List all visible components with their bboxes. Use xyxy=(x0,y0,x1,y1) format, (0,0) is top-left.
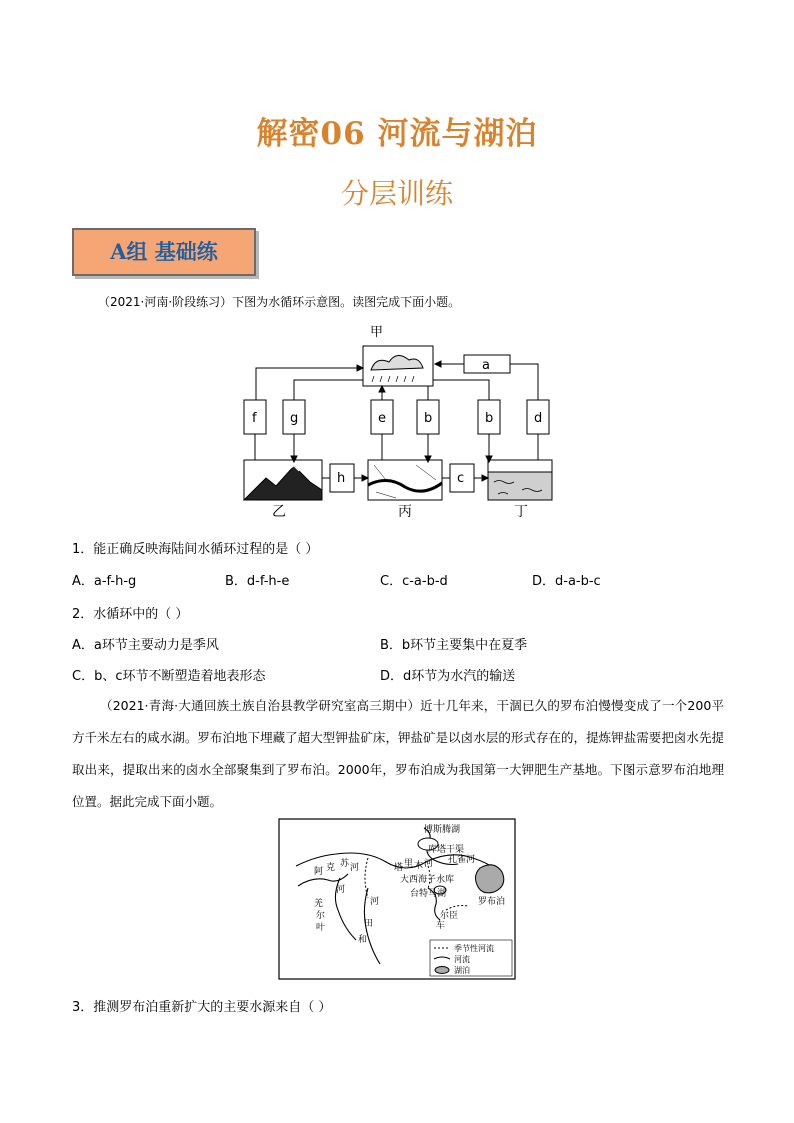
q2-option-d: D．d环节为水汽的输送 xyxy=(380,669,516,684)
diagram-label-jia: 甲 xyxy=(370,325,384,340)
label-yi: 乙 xyxy=(272,504,286,520)
q2-option-b: B．b环节主要集中在夏季 xyxy=(380,638,528,653)
map-label-taitema: 台特马湖 xyxy=(410,889,447,899)
page-subtitle: 分层训练 xyxy=(340,177,453,210)
box-e-label: e xyxy=(378,411,386,426)
box-a-label: a xyxy=(482,358,490,373)
group-label-box: A组 基础练 xyxy=(72,228,256,276)
box-h-label: h xyxy=(337,471,346,486)
legend-seasonal-river: 季节性河流 xyxy=(454,944,494,953)
map-label-ke: 克 xyxy=(326,863,336,873)
box-b2-label: b xyxy=(485,411,494,426)
map-label-daxihaizi: 大西海子水库 xyxy=(400,875,455,885)
intro-1: （2021·河南·阶段练习）下图为水循环示意图。读图完成下面小题。 xyxy=(98,295,461,309)
map-label-ta: 塔 xyxy=(394,863,404,873)
map-label-li: 里 xyxy=(404,859,414,869)
map-label-a: 阿 xyxy=(314,867,324,877)
map-label-lopnur: 罗布泊 xyxy=(478,897,506,907)
map-label-tian: 田 xyxy=(364,919,374,929)
legend-lake: 湖泊 xyxy=(454,966,470,975)
q2-option-c: C．b、c环节不断塑造着地表形态 xyxy=(72,669,266,684)
mountain-tag: 山脉 xyxy=(246,464,262,473)
q2-stem: 2．水循环中的（ ） xyxy=(72,607,189,622)
map-label-che: 车 xyxy=(436,921,446,931)
q1-option-c: C．c-a-b-d xyxy=(380,574,448,589)
map-label-kongque: 孔雀河 xyxy=(448,855,476,865)
q3-stem: 3．推测罗布泊重新扩大的主要水源来自（ ） xyxy=(72,1000,332,1015)
box-f-label: f xyxy=(252,411,257,426)
map-label-ye: 叶 xyxy=(316,923,326,933)
q1-option-b: B．d-f-h-e xyxy=(225,574,290,589)
legend-river: 河流 xyxy=(454,955,470,964)
q2-option-a: A．a环节主要动力是季风 xyxy=(72,638,219,653)
page-title: 解密06 河流与湖泊 xyxy=(256,116,538,152)
map-label-er: 尔 xyxy=(316,911,326,921)
map-label-he4: 河 xyxy=(370,897,380,907)
q1-option-d: D．d-a-b-c xyxy=(532,574,601,589)
map-label-qiang: 羌 xyxy=(314,899,324,909)
q1-stem: 1．能正确反映海陆间水循环过程的是（ ） xyxy=(72,542,319,557)
map-label-erchen: 尔臣 xyxy=(440,911,459,921)
map-label-he1: 河 xyxy=(350,863,360,873)
box-d-label: d xyxy=(534,411,543,426)
map-label-bosten: 博斯腾湖 xyxy=(424,825,461,835)
box-b-label: b xyxy=(424,411,433,426)
map-label-hetian: 和 xyxy=(358,935,368,945)
map-label-mu: 木 xyxy=(414,861,424,871)
water-cycle-diagram xyxy=(236,320,566,520)
map-label-kuta: 库塔干渠 xyxy=(428,845,465,855)
passage: （2021·青海·大通回族土族自治县教学研究室高三期中）近十几年来，干涸已久的罗布泊慢慢变成了一个200平方千米左右的咸水湖。罗布泊地下埋藏了超大型钾盐矿床，钾盐矿是以卤水层的形式存在的，提炼钾盐需要把卤水先提取出来，提取出来的卤水全部聚集到了罗布泊。2000年，罗布泊成为我国第一大钾肥生产基地。下图示意罗布泊地理位置。据此完成下面小题。 xyxy=(72,698,724,809)
map-label-su: 苏 xyxy=(340,859,350,869)
map-label-he2: 河 xyxy=(424,859,434,869)
map-label-he3: 河 xyxy=(336,885,346,895)
q1-option-a: A．a-f-h-g xyxy=(72,574,137,589)
box-g-label: g xyxy=(290,411,299,426)
box-c-label: c xyxy=(457,471,465,486)
lop-nur-map xyxy=(278,818,516,980)
label-bing: 丙 xyxy=(398,504,412,520)
label-ding: 丁 xyxy=(514,504,528,520)
